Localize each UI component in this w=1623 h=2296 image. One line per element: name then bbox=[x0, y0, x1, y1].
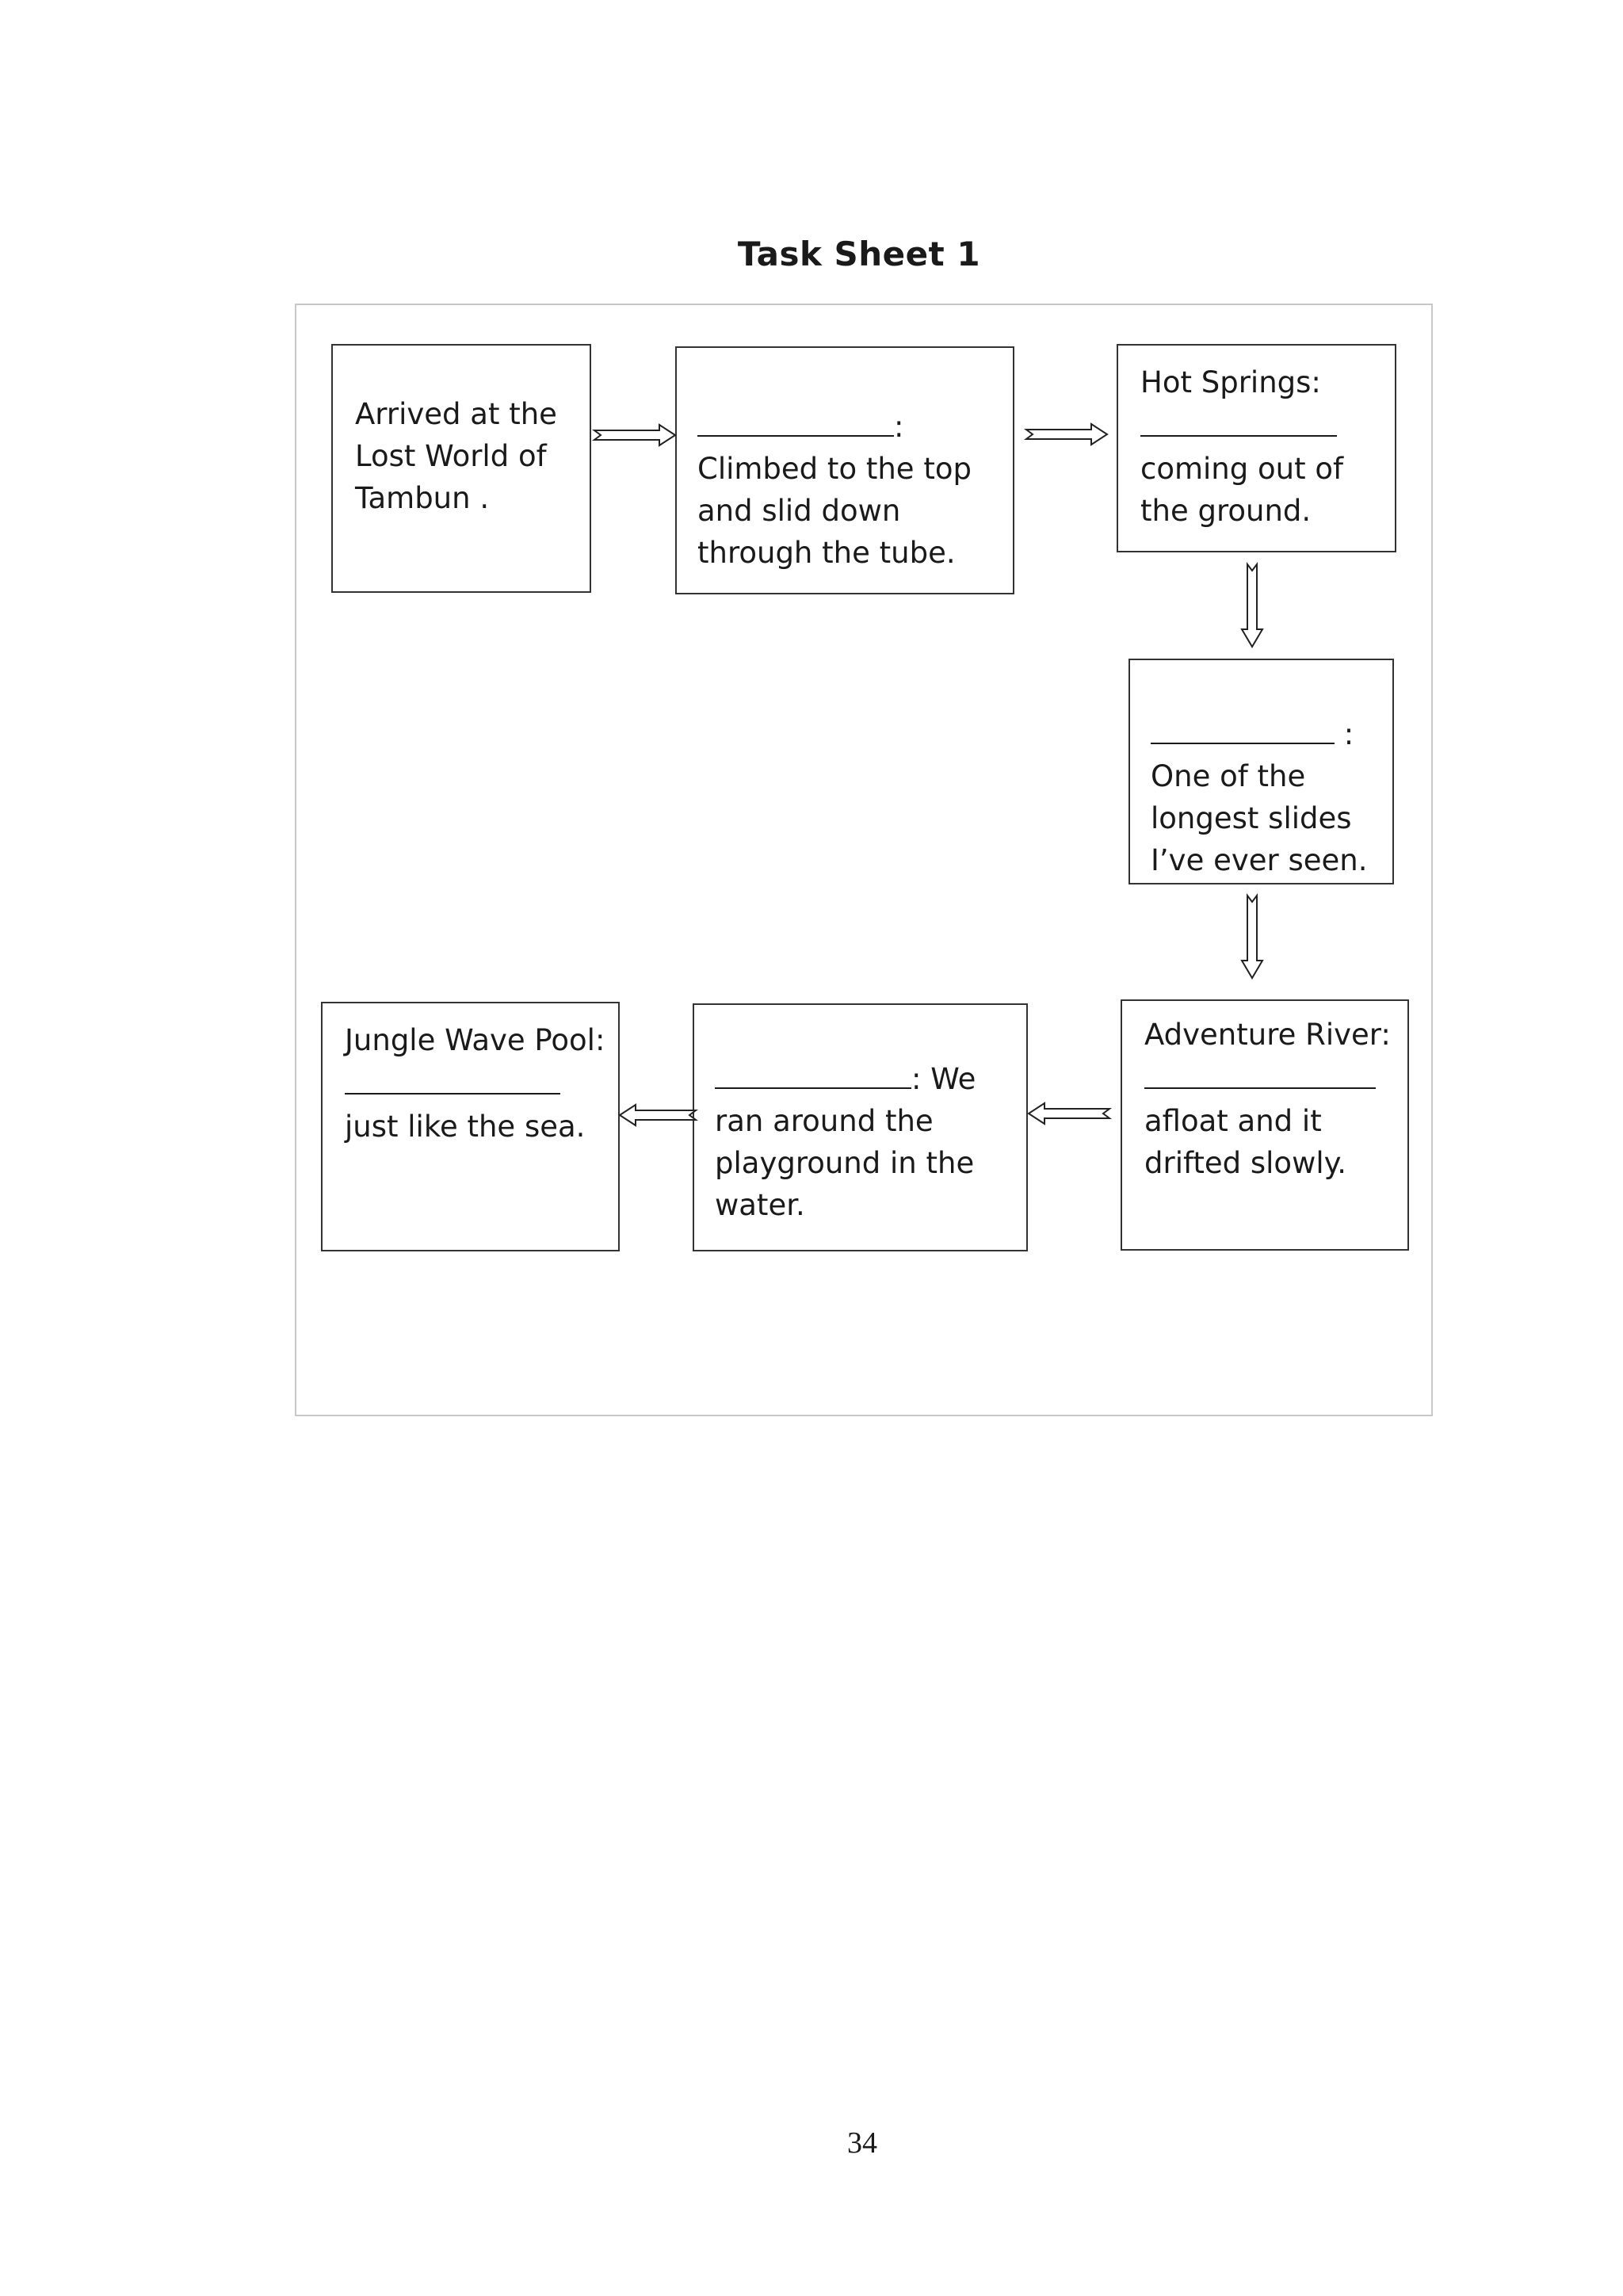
answer-blank bbox=[1151, 711, 1335, 744]
box-tube-slide bbox=[675, 346, 1014, 594]
page-number: 34 bbox=[847, 2126, 877, 2160]
left-arrow-icon bbox=[618, 1103, 697, 1127]
box-line: Jungle Wave Pool: bbox=[345, 1023, 605, 1057]
box-jungle-wave-pool bbox=[321, 1002, 620, 1251]
box-line: water. bbox=[715, 1188, 805, 1222]
down-arrow-icon bbox=[1240, 894, 1264, 980]
box-line: afloat and it bbox=[1144, 1104, 1322, 1138]
answer-blank bbox=[715, 1056, 911, 1089]
box-line: Lost World of bbox=[355, 439, 547, 473]
left-arrow-icon bbox=[1027, 1102, 1111, 1125]
down-arrow-icon bbox=[1240, 563, 1264, 648]
box-line: Climbed to the top bbox=[697, 452, 972, 486]
box-adventure-river bbox=[1121, 999, 1409, 1251]
blank-suffix: : We bbox=[911, 1062, 976, 1096]
answer-blank bbox=[345, 1061, 560, 1095]
box-line: Adventure River: bbox=[1144, 1018, 1391, 1052]
answer-blank bbox=[697, 403, 894, 437]
box-hot-springs bbox=[1117, 344, 1396, 552]
right-arrow-icon bbox=[593, 423, 677, 447]
box-longest-slide bbox=[1128, 659, 1394, 884]
box-line: through the tube. bbox=[697, 536, 956, 570]
box-line: longest slides bbox=[1151, 801, 1352, 835]
box-line: Arrived at the bbox=[355, 397, 557, 431]
blank-suffix: : bbox=[1335, 717, 1354, 751]
box-line: playground in the bbox=[715, 1146, 975, 1180]
box-line: I’ve ever seen. bbox=[1151, 843, 1368, 877]
page-title: Task Sheet 1 bbox=[737, 235, 981, 273]
box-arrived bbox=[331, 344, 591, 593]
answer-blank bbox=[1140, 403, 1337, 437]
box-line: coming out of bbox=[1140, 452, 1344, 486]
box-playground bbox=[693, 1003, 1028, 1251]
answer-blank bbox=[1144, 1056, 1376, 1089]
box-line: drifted slowly. bbox=[1144, 1146, 1346, 1180]
box-line: Tambun . bbox=[355, 481, 490, 515]
box-line: ran around the bbox=[715, 1104, 934, 1138]
blank-suffix: : bbox=[894, 410, 904, 444]
box-line: Hot Springs: bbox=[1140, 365, 1321, 399]
box-line: One of the bbox=[1151, 759, 1306, 793]
box-line: just like the sea. bbox=[345, 1110, 586, 1144]
box-line: and slid down bbox=[697, 494, 901, 528]
box-line: the ground. bbox=[1140, 494, 1312, 528]
right-arrow-icon bbox=[1025, 422, 1109, 446]
